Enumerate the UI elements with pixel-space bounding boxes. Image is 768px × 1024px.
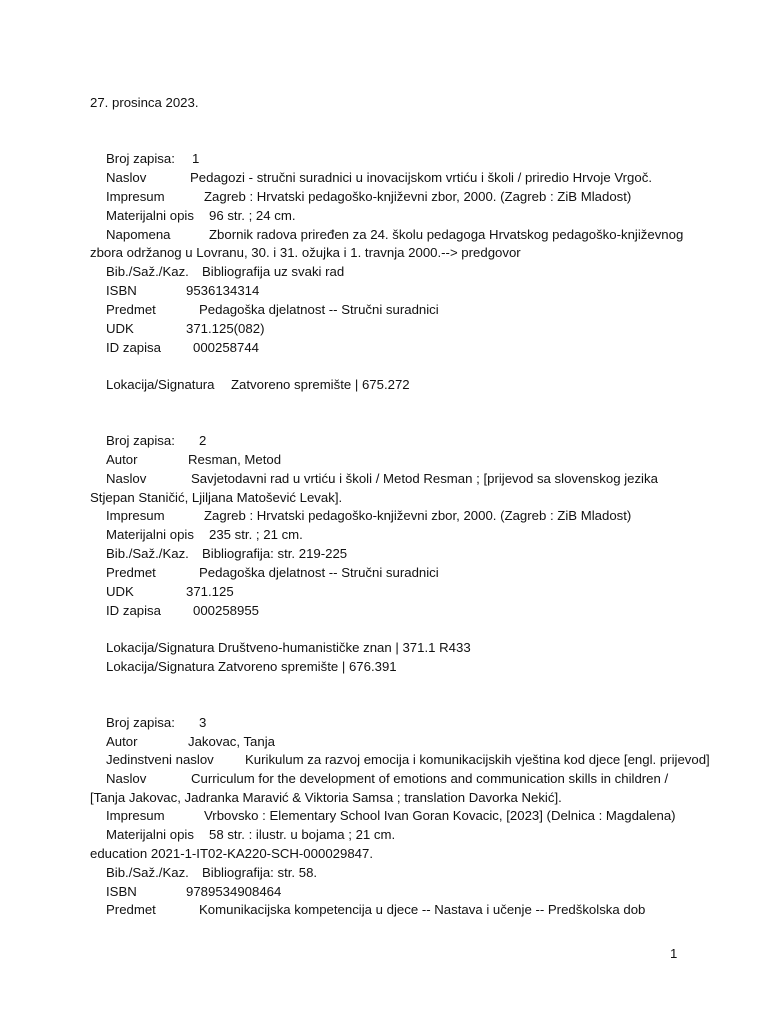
value-isbn: 9536134314 bbox=[186, 283, 260, 298]
label-lokacija: Lokacija/Signatura bbox=[106, 377, 215, 392]
label-isbn: ISBN bbox=[106, 884, 137, 899]
label-lokacija: Lokacija/Signatura bbox=[106, 659, 215, 674]
label-predmet: Predmet bbox=[106, 902, 156, 917]
label-materijalni-opis: Materijalni opis bbox=[106, 208, 194, 223]
value-broj-zapisa: 3 bbox=[199, 715, 207, 730]
value-autor: Resman, Metod bbox=[188, 452, 282, 467]
value-udk: 371.125 bbox=[186, 584, 234, 599]
label-naslov: Naslov bbox=[106, 771, 147, 786]
value-udk: 371.125(082) bbox=[186, 321, 265, 336]
label-bibliografija: Bib./Saž./Kaz. bbox=[106, 264, 189, 279]
value-predmet: Pedagoška djelatnost -- Stručni suradnici bbox=[199, 565, 439, 580]
value-naslov: Curriculum for the development of emotions and communication skills in children / bbox=[191, 771, 669, 786]
value-napomena: Zbornik radova priređen za 24. školu pedagoga Hrvatskog pedagoško-književnog bbox=[209, 227, 684, 242]
label-materijalni-opis: Materijalni opis bbox=[106, 827, 194, 842]
label-napomena: Napomena bbox=[106, 227, 171, 242]
label-udk: UDK bbox=[106, 321, 134, 336]
label-impresum: Impresum bbox=[106, 808, 165, 823]
label-udk: UDK bbox=[106, 584, 134, 599]
label-impresum: Impresum bbox=[106, 508, 165, 523]
label-predmet: Predmet bbox=[106, 302, 156, 317]
label-autor: Autor bbox=[106, 734, 138, 749]
value-autor: Jakovac, Tanja bbox=[188, 734, 275, 749]
value-predmet: Komunikacijska kompetencija u djece -- Nastava i učenje -- Predškolska dob bbox=[199, 902, 646, 917]
value-bibliografija: Bibliografija uz svaki rad bbox=[202, 264, 345, 279]
value-predmet: Pedagoška djelatnost -- Stručni suradnici bbox=[199, 302, 439, 317]
label-naslov: Naslov bbox=[106, 170, 147, 185]
label-broj-zapisa: Broj zapisa: bbox=[106, 151, 175, 166]
value-lokacija: Društveno-humanističke znan | 371.1 R433 bbox=[218, 640, 471, 655]
value-naslov-continued: [Tanja Jakovac, Jadranka Maravić & Viktoria Samsa ; translation Davorka Nekić]. bbox=[90, 790, 562, 805]
value-isbn: 9789534908464 bbox=[186, 884, 282, 899]
label-id-zapisa: ID zapisa bbox=[106, 340, 161, 355]
label-naslov: Naslov bbox=[106, 471, 147, 486]
label-bibliografija: Bib./Saž./Kaz. bbox=[106, 546, 189, 561]
label-isbn: ISBN bbox=[106, 283, 137, 298]
value-jedinstveni-naslov: Kurikulum za razvoj emocija i komunikacijskih vještina kod djece [engl. prijevod] bbox=[245, 752, 710, 767]
label-id-zapisa: ID zapisa bbox=[106, 603, 161, 618]
label-lokacija: Lokacija/Signatura bbox=[106, 640, 215, 655]
value-bibliografija: Bibliografija: str. 219-225 bbox=[202, 546, 348, 561]
value-bibliografija: Bibliografija: str. 58. bbox=[202, 865, 318, 880]
document-date: 27. prosinca 2023. bbox=[90, 95, 199, 110]
value-impresum: Vrbovsko : Elementary School Ivan Goran Kovacic, [2023] (Delnica : Magdalena) bbox=[204, 808, 676, 823]
value-broj-zapisa: 1 bbox=[192, 151, 200, 166]
label-impresum: Impresum bbox=[106, 189, 165, 204]
value-materijalni-opis: 58 str. : ilustr. u bojama ; 21 cm. bbox=[209, 827, 396, 842]
value-lokacija: Zatvoreno spremište | 675.272 bbox=[231, 377, 410, 392]
value-id-zapisa: 000258744 bbox=[193, 340, 260, 355]
value-naslov: Savjetodavni rad u vrtiću i školi / Metod Resman ; [prijevod sa slovenskog jezika bbox=[191, 471, 658, 486]
value-materijalni-opis: 96 str. ; 24 cm. bbox=[209, 208, 296, 223]
label-broj-zapisa: Broj zapisa: bbox=[106, 433, 175, 448]
value-napomena-continued: zbora održanog u Lovranu, 30. i 31. ožujka i 1. travnja 2000.--> predgovor bbox=[90, 245, 521, 260]
value-broj-zapisa: 2 bbox=[199, 433, 207, 448]
value-impresum: Zagreb : Hrvatski pedagoško-književni zbor, 2000. (Zagreb : ZiB Mladost) bbox=[204, 189, 632, 204]
page-number: 1 bbox=[670, 946, 678, 961]
label-materijalni-opis: Materijalni opis bbox=[106, 527, 194, 542]
label-predmet: Predmet bbox=[106, 565, 156, 580]
value-materijalni-opis: 235 str. ; 21 cm. bbox=[209, 527, 303, 542]
value-naslov: Pedagozi - stručni suradnici u inovacijskom vrtiću i školi / priredio Hrvoje Vrgoč. bbox=[190, 170, 652, 185]
label-autor: Autor bbox=[106, 452, 138, 467]
label-broj-zapisa: Broj zapisa: bbox=[106, 715, 175, 730]
label-bibliografija: Bib./Saž./Kaz. bbox=[106, 865, 189, 880]
value-naslov-continued: Stjepan Staničić, Ljiljana Matošević Levak]. bbox=[90, 490, 343, 505]
value-impresum: Zagreb : Hrvatski pedagoško-književni zbor, 2000. (Zagreb : ZiB Mladost) bbox=[204, 508, 632, 523]
value-id-zapisa: 000258955 bbox=[193, 603, 260, 618]
value-lokacija: Zatvoreno spremište | 676.391 bbox=[218, 659, 397, 674]
value-materijalni-opis-continued: education 2021-1-IT02-KA220-SCH-000029847. bbox=[90, 846, 373, 861]
label-jedinstveni-naslov: Jedinstveni naslov bbox=[106, 752, 214, 767]
